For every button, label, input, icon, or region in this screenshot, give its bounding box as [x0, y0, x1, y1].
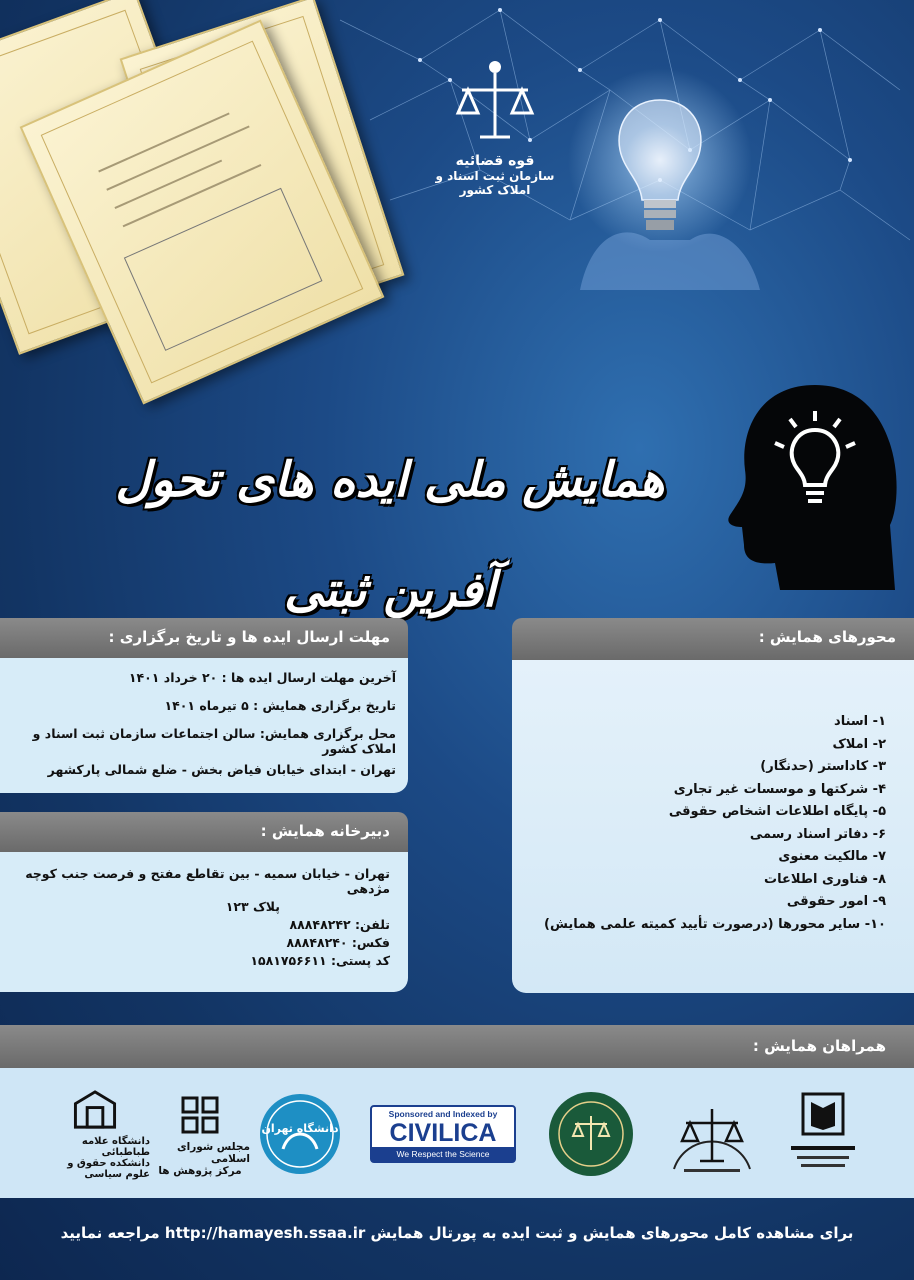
axis-item: ۵- پایگاه اطلاعات اشخاص حقوقی: [668, 804, 886, 819]
deadline-line: تهران - ابتدای خیابان فیاض بخش - ضلع شمالی پارکشهر: [47, 762, 396, 777]
secretariat-line: تلفن: ۸۸۸۴۸۲۴۲: [289, 917, 390, 932]
secretariat-line: پلاک ۱۲۳: [225, 899, 280, 914]
secretariat-panel: [0, 812, 408, 992]
deadline-panel: [0, 618, 408, 793]
axis-item: ۸- فناوری اطلاعات: [764, 871, 886, 887]
axes-header: محورهای همایش :: [512, 618, 914, 660]
axes-panel: [512, 618, 914, 993]
book-emblem-icon: [783, 1090, 863, 1178]
partner-logo-judiciary-research: [545, 1088, 637, 1180]
footer-text: برای مشاهده کامل محورهای همایش و ثبت ایده به پورتال همایش http://hamayesh.ssaa.ir مراجعه نمایید: [60, 1224, 854, 1242]
axis-item: ۴- شرکتها و موسسات غیر تجاری: [673, 781, 886, 797]
majlis-label-1: مجلس شورای اسلامی: [176, 1140, 250, 1165]
civilica-name: CIVILICA: [389, 1119, 497, 1147]
majlis-label-2: مرکز پژوهش ها: [158, 1164, 242, 1177]
secretariat-line: کد پستی: ۱۵۸۱۷۵۶۶۱۱: [250, 953, 390, 968]
axis-item: ۷- مالکیت معنوی: [778, 849, 886, 864]
scales-of-justice-icon: [450, 55, 540, 145]
tabatabai-emblem-icon: [67, 1088, 123, 1133]
judiciary-name: قوه قضائیه: [455, 153, 535, 169]
tabatabai-label-1: دانشگاه علامه طباطبائی: [81, 1136, 150, 1158]
partner-logo-bar-association: [662, 1088, 762, 1180]
axes-list: [522, 714, 886, 932]
partners-header: همراهان همایش :: [0, 1025, 914, 1068]
partner-logo-tehran-university: [258, 1088, 342, 1180]
majlis-emblem-icon: [177, 1092, 223, 1138]
deadline-line: تاریخ برگزاری همایش : ۵ تیرماه ۱۴۰۱: [164, 698, 396, 713]
partner-logo-majlis-research: [150, 1088, 250, 1180]
secretariat-line: فکس: ۸۸۸۴۸۲۴۰: [286, 935, 390, 950]
page-title: همایش ملی ایده های تحول آفرین ثبتی: [115, 452, 665, 618]
deadline-box: [0, 658, 408, 793]
axes-box: [512, 660, 914, 993]
civilica-top-text: Sponsored and Indexed by: [388, 1109, 498, 1119]
axis-item: ۱۰- سایر محورها (درصورت تأیید کمیته علمی همایش): [544, 916, 886, 932]
deadline-line: آخرین مهلت ارسال ایده ها : ۲۰ خرداد ۱۴۰۱: [128, 670, 396, 685]
partner-logo-tabatabai: [40, 1088, 150, 1180]
axis-item: ۳- کاداستر (حدنگار): [760, 759, 886, 774]
axis-item: ۶- دفاتر اسناد رسمی: [749, 826, 886, 842]
civilica-bottom-text: We Respect the Science: [372, 1147, 514, 1161]
scales-emblem-icon: [664, 1089, 760, 1179]
judiciary-research-emblem-icon: [547, 1090, 635, 1178]
deadline-line: محل برگزاری همایش: سالن اجتماعات سازمان ثبت اسناد و املاک کشور: [32, 726, 396, 756]
partner-logo-civilica[interactable]: [368, 1088, 518, 1180]
tabatabai-label-2: دانشکده حقوق و علوم سیاسی: [67, 1158, 150, 1180]
secretariat-line: تهران - خیابان سمیه - بین تقاطع مفتح و فرصت جنب کوچه مژدهی: [25, 866, 390, 896]
lightbulb-hand-icon: [560, 90, 780, 290]
secretariat-header: دبیرخانه همایش :: [0, 812, 408, 852]
civilica-badge[interactable]: [370, 1105, 516, 1163]
head-idea-icon: [720, 375, 900, 590]
axis-item: ۱- اسناد: [834, 714, 886, 729]
axis-item: ۲- املاک: [832, 736, 886, 752]
axis-item: ۹- امور حقوقی: [786, 894, 886, 909]
judiciary-logo: [420, 55, 570, 225]
secretariat-box: [0, 852, 408, 992]
registry-name: سازمان ثبت اسناد و املاک کشور: [435, 169, 555, 197]
deadline-header: مهلت ارسال ایده ها و تاریخ برگزاری :: [0, 618, 408, 658]
partner-logo-registry-institute: [778, 1088, 868, 1180]
tehran-university-label: دانشگاه تهران: [261, 1122, 339, 1135]
